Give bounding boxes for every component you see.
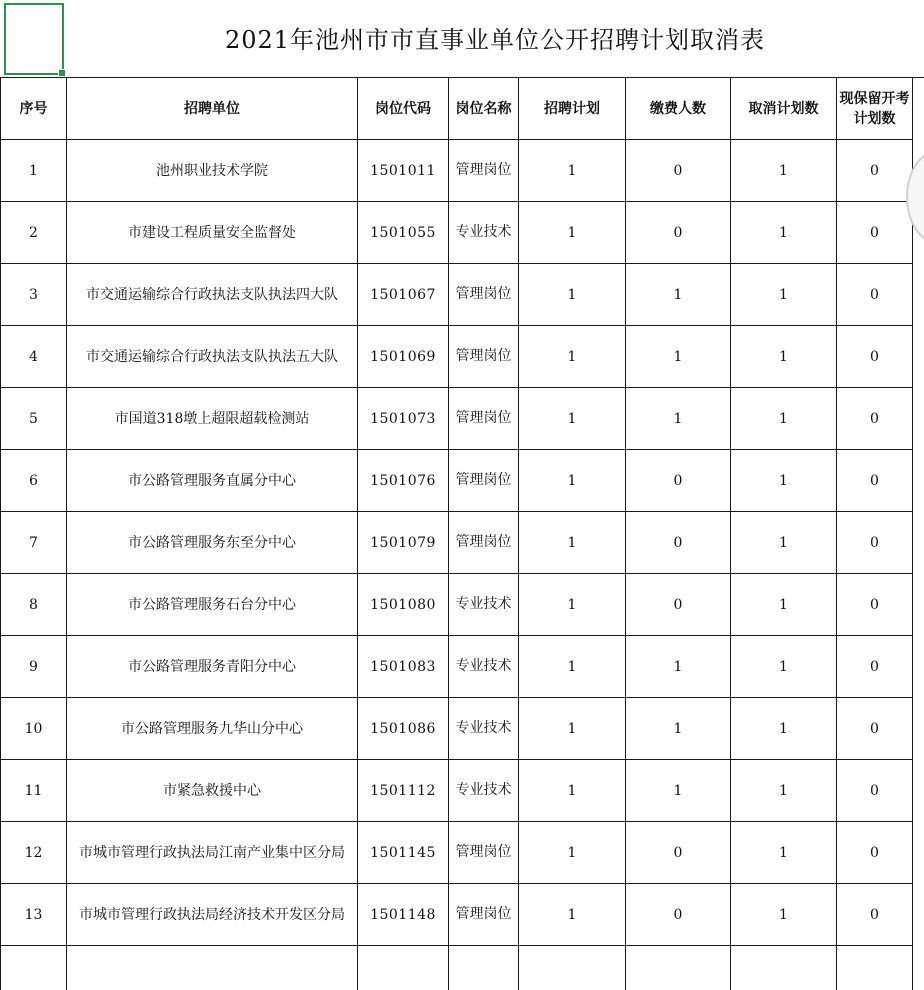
cell-paid[interactable]: 1 [626,636,731,698]
cell-unit[interactable]: 市城市管理行政执法局经济技术开发区分局 [67,884,358,946]
table-row [1,450,913,512]
header-row [1,78,913,140]
cell-unit[interactable]: 市公路管理服务九华山分中心 [67,698,358,760]
cell-cancel[interactable]: 1 [731,326,837,388]
cell-keep[interactable]: 0 [837,636,913,698]
cell-plan[interactable]: 1 [519,388,626,450]
header-unit[interactable]: 招聘单位 [67,78,358,140]
header-keep[interactable]: 现保留开考计划数 [837,78,913,140]
cell-code[interactable]: 1501079 [358,512,449,574]
table-body [1,140,913,990]
header-plan[interactable]: 招聘计划 [519,78,626,140]
table-row [1,884,913,946]
cell-no[interactable]: 2 [1,202,67,264]
table-row [1,636,913,698]
table-row [1,388,913,450]
cell-position[interactable]: 专业技术 [449,760,519,822]
cell-unit[interactable]: 市公路管理服务石台分中心 [67,574,358,636]
empty-cell[interactable] [1,946,67,990]
cell-code[interactable]: 1501067 [358,264,449,326]
fill-handle[interactable] [58,69,66,77]
table-row [1,512,913,574]
table-row [1,822,913,884]
cell-keep[interactable]: 0 [837,574,913,636]
cell-cancel[interactable]: 1 [731,698,837,760]
cell-cancel[interactable]: 1 [731,822,837,884]
cell-no[interactable]: 1 [1,140,67,202]
cell-keep[interactable]: 0 [837,388,913,450]
cell-no[interactable]: 9 [1,636,67,698]
cell-plan[interactable]: 1 [519,822,626,884]
cell-plan[interactable]: 1 [519,512,626,574]
cell-keep[interactable]: 0 [837,760,913,822]
cell-unit[interactable]: 市交通运输综合行政执法支队执法五大队 [67,326,358,388]
cell-keep[interactable]: 0 [837,450,913,512]
cell-no[interactable]: 7 [1,512,67,574]
cell-no[interactable]: 13 [1,884,67,946]
table-row [1,264,913,326]
empty-row [1,946,913,990]
cell-keep[interactable]: 0 [837,140,913,202]
cell-paid[interactable]: 0 [626,512,731,574]
cell-keep[interactable]: 0 [837,326,913,388]
cell-no[interactable]: 11 [1,760,67,822]
cell-position[interactable]: 专业技术 [449,698,519,760]
cell-plan[interactable]: 1 [519,574,626,636]
cell-cancel[interactable]: 1 [731,574,837,636]
header-position[interactable]: 岗位名称 [449,78,519,140]
cell-plan[interactable]: 1 [519,450,626,512]
cell-paid[interactable]: 0 [626,822,731,884]
cell-position[interactable]: 专业技术 [449,202,519,264]
cell-unit[interactable]: 市紧急救援中心 [67,760,358,822]
header-code[interactable]: 岗位代码 [358,78,449,140]
cell-code[interactable]: 1501148 [358,884,449,946]
table-row [1,760,913,822]
cell-code[interactable]: 1501055 [358,202,449,264]
cell-position[interactable]: 专业技术 [449,574,519,636]
cell-cancel[interactable]: 1 [731,450,837,512]
cell-code[interactable]: 1501011 [358,140,449,202]
cell-plan[interactable]: 1 [519,698,626,760]
cell-code[interactable]: 1501086 [358,698,449,760]
empty-cell[interactable] [449,946,519,990]
cell-no[interactable]: 3 [1,264,67,326]
cell-plan[interactable]: 1 [519,140,626,202]
header-cancel[interactable]: 取消计划数 [731,78,837,140]
cell-unit[interactable]: 市公路管理服务直属分中心 [67,450,358,512]
cell-plan[interactable]: 1 [519,264,626,326]
cell-paid[interactable]: 0 [626,574,731,636]
empty-cell[interactable] [358,946,449,990]
cell-plan[interactable]: 1 [519,760,626,822]
cell-position[interactable]: 管理岗位 [449,140,519,202]
cell-position[interactable]: 管理岗位 [449,326,519,388]
selected-cell[interactable] [4,3,64,75]
cell-cancel[interactable]: 1 [731,760,837,822]
cell-code[interactable]: 1501069 [358,326,449,388]
cell-code[interactable]: 1501073 [358,388,449,450]
cell-cancel[interactable]: 1 [731,636,837,698]
page-title: 2021年池州市市直事业单位公开招聘计划取消表 [224,26,766,54]
cell-position[interactable]: 管理岗位 [449,450,519,512]
cell-position[interactable]: 管理岗位 [449,512,519,574]
cell-no[interactable]: 10 [1,698,67,760]
table-row [1,698,913,760]
cell-paid[interactable]: 0 [626,450,731,512]
cell-paid[interactable]: 0 [626,202,731,264]
cell-position[interactable]: 管理岗位 [449,264,519,326]
cell-position[interactable]: 管理岗位 [449,822,519,884]
cell-paid[interactable]: 1 [626,760,731,822]
title-row [0,0,924,78]
cell-no[interactable]: 8 [1,574,67,636]
cell-no[interactable]: 4 [1,326,67,388]
table-row [1,140,913,202]
cell-unit[interactable]: 市建设工程质量安全监督处 [67,202,358,264]
cell-unit[interactable]: 市公路管理服务青阳分中心 [67,636,358,698]
cell-no[interactable]: 12 [1,822,67,884]
empty-cell[interactable] [731,946,837,990]
cell-code[interactable]: 1501145 [358,822,449,884]
table-row [1,326,913,388]
cell-code[interactable]: 1501080 [358,574,449,636]
cell-no[interactable]: 5 [1,388,67,450]
cell-cancel[interactable]: 1 [731,388,837,450]
cell-paid[interactable]: 1 [626,264,731,326]
cell-keep[interactable]: 0 [837,884,913,946]
cell-position[interactable]: 管理岗位 [449,884,519,946]
cell-paid[interactable]: 0 [626,884,731,946]
cell-plan[interactable]: 1 [519,202,626,264]
cell-position[interactable]: 专业技术 [449,636,519,698]
cell-position[interactable]: 管理岗位 [449,388,519,450]
empty-cell[interactable] [519,946,626,990]
cell-unit[interactable]: 池州职业技术学院 [67,140,358,202]
empty-cell[interactable] [837,946,913,990]
cell-unit[interactable]: 市城市管理行政执法局江南产业集中区分局 [67,822,358,884]
cell-paid[interactable]: 0 [626,140,731,202]
cell-unit[interactable]: 市公路管理服务东至分中心 [67,512,358,574]
cell-keep[interactable]: 0 [837,202,913,264]
data-table [0,77,913,990]
cell-cancel[interactable]: 1 [731,512,837,574]
empty-cell[interactable] [626,946,731,990]
header-no[interactable]: 序号 [1,78,67,140]
cell-plan[interactable]: 1 [519,326,626,388]
cell-keep[interactable]: 0 [837,822,913,884]
cell-cancel[interactable]: 1 [731,264,837,326]
cell-paid[interactable]: 1 [626,698,731,760]
table-row [1,202,913,264]
cell-code[interactable]: 1501076 [358,450,449,512]
cell-code[interactable]: 1501112 [358,760,449,822]
cell-cancel[interactable]: 1 [731,140,837,202]
cell-code[interactable]: 1501083 [358,636,449,698]
cell-paid[interactable]: 1 [626,388,731,450]
cell-cancel[interactable]: 1 [731,202,837,264]
cell-unit[interactable]: 市国道318墩上超限超载检测站 [67,388,358,450]
cell-unit[interactable]: 市交通运输综合行政执法支队执法四大队 [67,264,358,326]
cell-paid[interactable]: 1 [626,326,731,388]
cell-plan[interactable]: 1 [519,636,626,698]
cell-keep[interactable]: 0 [837,264,913,326]
cell-plan[interactable]: 1 [519,884,626,946]
table-row [1,574,913,636]
cell-keep[interactable]: 0 [837,512,913,574]
cell-no[interactable]: 6 [1,450,67,512]
cell-cancel[interactable]: 1 [731,884,837,946]
header-paid[interactable]: 缴费人数 [626,78,731,140]
cell-keep[interactable]: 0 [837,698,913,760]
empty-cell[interactable] [67,946,358,990]
